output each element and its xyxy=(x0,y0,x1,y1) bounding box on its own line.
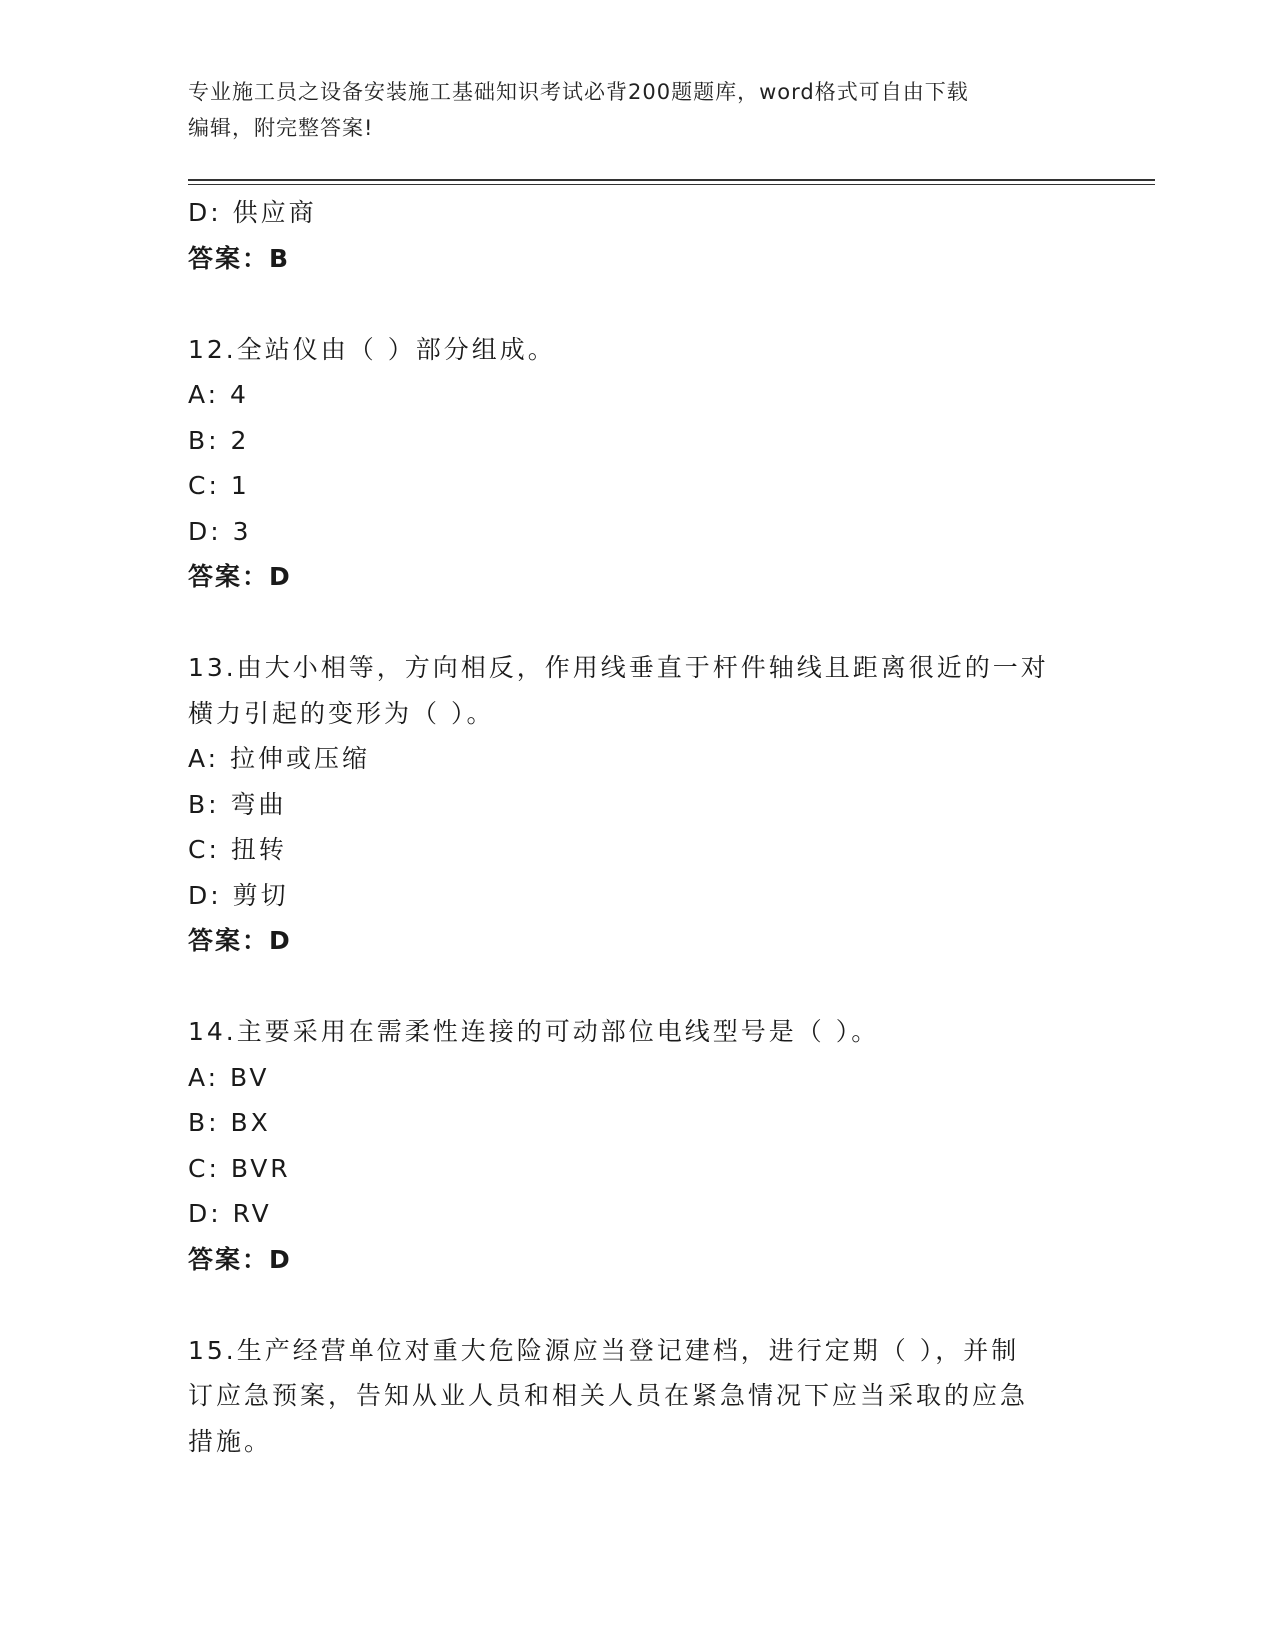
header-rule-thick xyxy=(188,179,1155,181)
option-c: C: BVR xyxy=(188,1153,291,1183)
header-rule-thin xyxy=(188,184,1155,185)
option-d: D: 剪切 xyxy=(188,880,289,910)
answer: 答案：D xyxy=(188,1244,292,1274)
header-line-2: 编辑，附完整答案! xyxy=(188,116,374,140)
option-d: D: 供应商 xyxy=(188,198,317,227)
option-c: C: 1 xyxy=(188,471,250,500)
question-stem-continued: 订应急预案，告知从业人员和相关人员在紧急情况下应当采取的应急 xyxy=(188,1381,1029,1410)
question-stem: 13.由大小相等，方向相反，作用线垂直于杆件轴线且距离很近的一对 xyxy=(188,653,1049,682)
option-a: A: BV xyxy=(188,1062,270,1092)
question-14 xyxy=(188,1009,1088,1282)
question-13 xyxy=(188,645,1088,964)
question-stem: 12.全站仪由（ ）部分组成。 xyxy=(188,334,556,364)
document-body xyxy=(188,190,1088,1464)
question-stem-continued: 措施。 xyxy=(188,1426,273,1456)
spacer xyxy=(188,1282,1088,1328)
option-a: A: 拉伸或压缩 xyxy=(188,744,371,773)
answer: 答案：D xyxy=(188,562,292,591)
option-c: C: 扭转 xyxy=(188,835,287,864)
question-stem-continued: 横力引起的变形为（ ）。 xyxy=(188,698,495,728)
question-stem: 14.主要采用在需柔性连接的可动部位电线型号是（ ）。 xyxy=(188,1017,880,1046)
question-11-tail xyxy=(188,190,1088,281)
option-d: D: 3 xyxy=(188,516,252,546)
header-line-1: 专业施工员之设备安装施工基础知识考试必背200题题库，word格式可自由下载 xyxy=(188,80,969,104)
document-header xyxy=(188,74,1088,146)
answer: 答案：B xyxy=(188,243,291,273)
spacer xyxy=(188,600,1088,646)
option-d: D: RV xyxy=(188,1199,272,1228)
option-b: B: BX xyxy=(188,1108,271,1137)
question-stem: 15.生产经营单位对重大危险源应当登记建档，进行定期（ ），并制 xyxy=(188,1335,1020,1365)
spacer xyxy=(188,964,1088,1010)
question-12 xyxy=(188,327,1088,600)
answer: 答案：D xyxy=(188,926,292,955)
option-b: B: 2 xyxy=(188,425,250,455)
question-15 xyxy=(188,1328,1088,1465)
option-a: A: 4 xyxy=(188,380,249,409)
spacer xyxy=(188,281,1088,327)
option-b: B: 弯曲 xyxy=(188,789,287,819)
